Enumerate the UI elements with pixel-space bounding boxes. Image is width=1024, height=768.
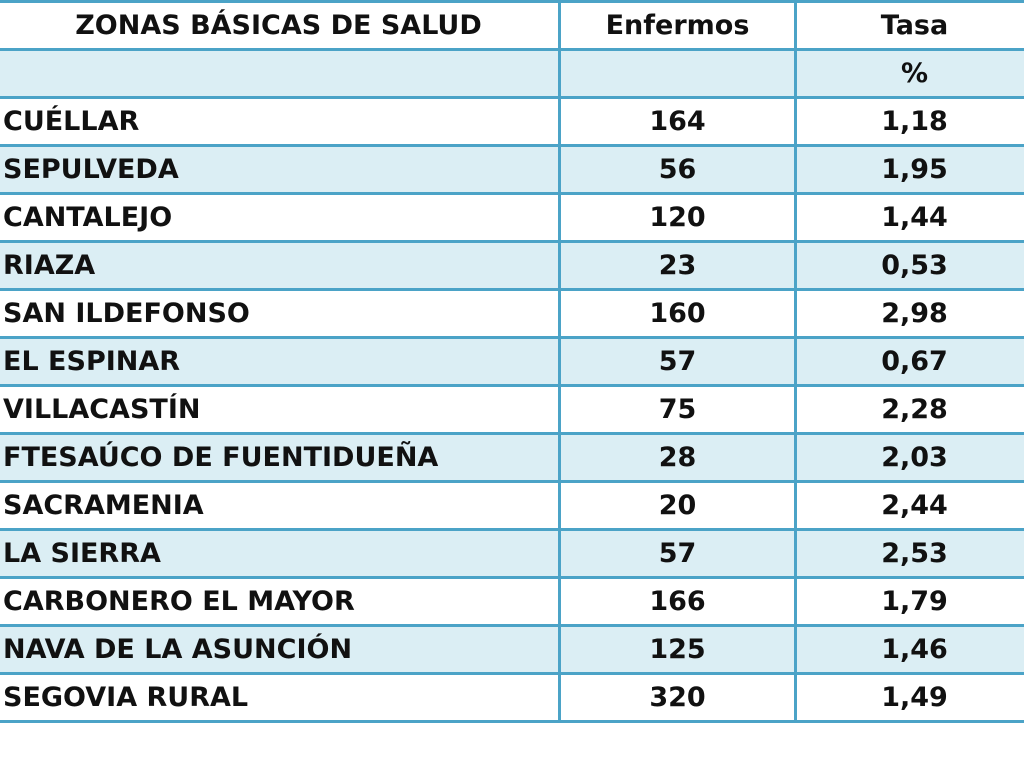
cell-tasa: 0,53 — [796, 242, 1024, 290]
cell-enfermos: 20 — [560, 482, 796, 530]
unit-cell-enfermos — [560, 50, 796, 98]
cell-tasa: 1,18 — [796, 98, 1024, 146]
cell-tasa: 1,46 — [796, 626, 1024, 674]
cell-enfermos: 125 — [560, 626, 796, 674]
cell-zone: SEGOVIA RURAL — [0, 674, 560, 722]
cell-zone: EL ESPINAR — [0, 338, 560, 386]
cell-zone: SEPULVEDA — [0, 146, 560, 194]
unit-cell-tasa: % — [796, 50, 1024, 98]
unit-cell-zone — [0, 50, 560, 98]
table-row — [0, 482, 1024, 530]
table-row — [0, 530, 1024, 578]
cell-enfermos: 75 — [560, 386, 796, 434]
cell-zone: SAN ILDEFONSO — [0, 290, 560, 338]
table-header — [0, 2, 1024, 50]
cell-tasa: 2,03 — [796, 434, 1024, 482]
cell-zone: LA SIERRA — [0, 530, 560, 578]
cell-zone: RIAZA — [0, 242, 560, 290]
table-row — [0, 626, 1024, 674]
cell-enfermos: 164 — [560, 98, 796, 146]
cell-enfermos: 23 — [560, 242, 796, 290]
cell-zone: NAVA DE LA ASUNCIÓN — [0, 626, 560, 674]
cell-tasa: 2,98 — [796, 290, 1024, 338]
cell-enfermos: 56 — [560, 146, 796, 194]
cell-enfermos: 160 — [560, 290, 796, 338]
table-row — [0, 290, 1024, 338]
cell-enfermos: 57 — [560, 338, 796, 386]
unit-row — [0, 50, 1024, 98]
table-row — [0, 242, 1024, 290]
cell-enfermos: 28 — [560, 434, 796, 482]
column-header-zone: ZONAS BÁSICAS DE SALUD — [0, 2, 560, 50]
cell-tasa: 1,95 — [796, 146, 1024, 194]
cell-tasa: 0,67 — [796, 338, 1024, 386]
cell-zone: CUÉLLAR — [0, 98, 560, 146]
cell-zone: FTESAÚCO DE FUENTIDUEÑA — [0, 434, 560, 482]
cell-enfermos: 320 — [560, 674, 796, 722]
column-header-tasa: Tasa — [796, 2, 1024, 50]
cell-zone: CANTALEJO — [0, 194, 560, 242]
cell-enfermos: 57 — [560, 530, 796, 578]
table-body — [0, 50, 1024, 722]
cell-tasa: 1,49 — [796, 674, 1024, 722]
table-row — [0, 338, 1024, 386]
column-header-enfermos: Enfermos — [560, 2, 796, 50]
cell-enfermos: 120 — [560, 194, 796, 242]
cell-zone: SACRAMENIA — [0, 482, 560, 530]
cell-zone: VILLACASTÍN — [0, 386, 560, 434]
table-row — [0, 98, 1024, 146]
header-row — [0, 2, 1024, 50]
cell-zone: CARBONERO EL MAYOR — [0, 578, 560, 626]
cell-enfermos: 166 — [560, 578, 796, 626]
cell-tasa: 2,44 — [796, 482, 1024, 530]
table-row — [0, 578, 1024, 626]
table-row — [0, 674, 1024, 722]
cell-tasa: 1,44 — [796, 194, 1024, 242]
table-row — [0, 434, 1024, 482]
table-row — [0, 194, 1024, 242]
table-row — [0, 146, 1024, 194]
cell-tasa: 1,79 — [796, 578, 1024, 626]
cell-tasa: 2,53 — [796, 530, 1024, 578]
cell-tasa: 2,28 — [796, 386, 1024, 434]
table-row — [0, 386, 1024, 434]
